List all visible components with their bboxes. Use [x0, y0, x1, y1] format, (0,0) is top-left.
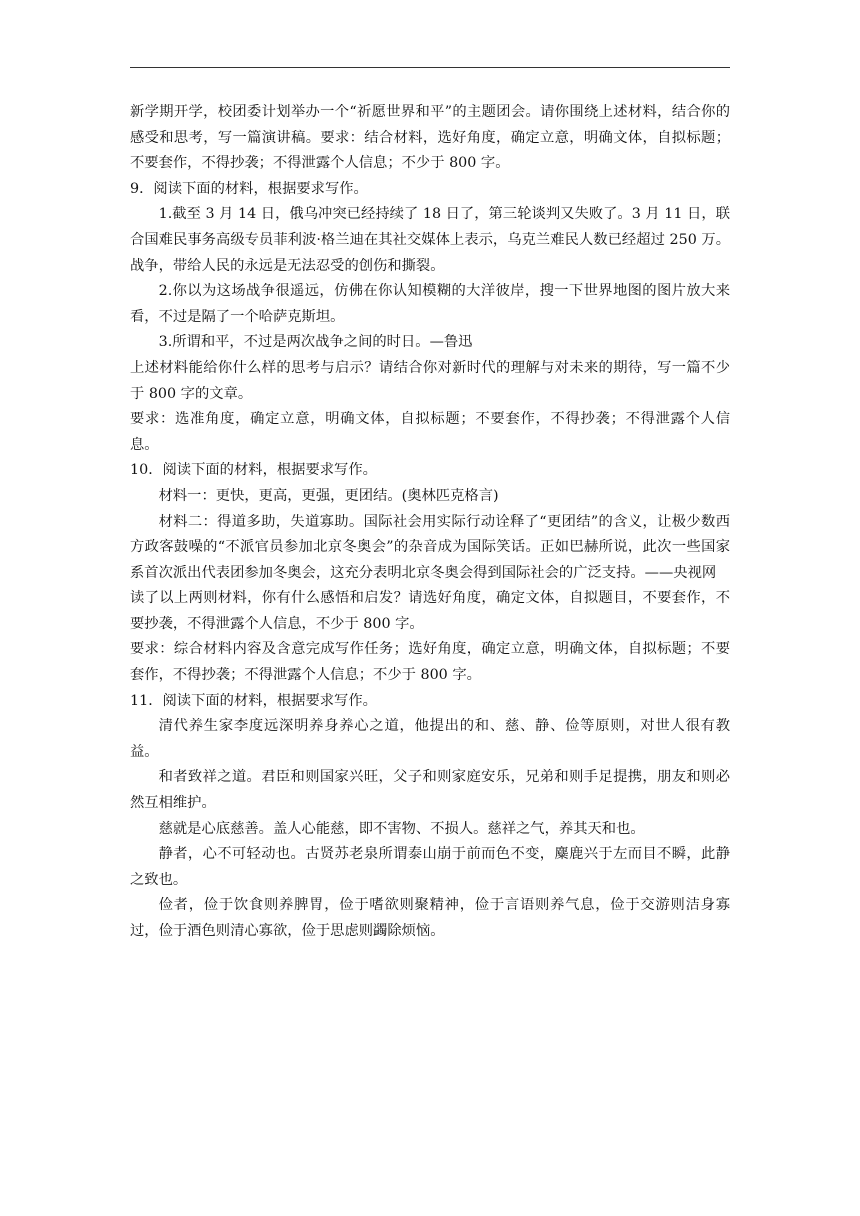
- question-10-label: 10．阅读下面的材料，根据要求写作。: [130, 462, 377, 479]
- question-9-label: 9．阅读下面的材料，根据要求写作。: [130, 180, 368, 197]
- header-rule: [130, 67, 730, 68]
- question-11-material-4: 静者，心不可轻动也。古贤苏老泉所谓泰山崩于前而色不变，麋鹿兴于左而目不瞬，此静之致也。: [130, 846, 730, 888]
- question-9-material-2: 2.你以为这场战争很遥远，仿佛在你认知模糊的大洋彼岸，搜一下世界地图的图片放大来看，不过是隔了一个哈萨克斯坦。: [130, 283, 730, 325]
- question-9-material-3: 3.所谓和平，不过是两次战争之间的时日。—鲁迅: [158, 334, 473, 351]
- question-10-material-2: 材料二：得道多助，失道寡助。国际社会用实际行动诠释了“更团结”的含义，让极少数西方政客鼓噪的“不派官员参加北京冬奥会”的杂音成为国际笑话。正如巴赫所说，此次一些国家系首次派出代表团参加冬奥会，这充分表明北京冬奥会得到国际社会的广泛支持。——央视网: [130, 513, 730, 581]
- question-11-material-2: 和者致祥之道。君臣和则国家兴旺，父子和则家庭安乐，兄弟和则手足提携，朋友和则必然互相维护。: [130, 769, 730, 812]
- question-9-requirement: 要求：选准角度，确定立意，明确文体，自拟标题；不要套作，不得抄袭；不得泄露个人信息。: [130, 411, 730, 453]
- question-9-prompt: 上述材料能给你什么样的思考与启示？请结合你对新时代的理解与对未来的期待，写一篇不少于 800 字的文章。: [130, 359, 730, 402]
- question-11-material-3: 慈就是心底慈善。盖人心能慈，即不害物、不损人。慈祥之气，养其天和也。: [158, 820, 645, 837]
- document-body: [130, 100, 730, 945]
- question-11-material-5: 俭者，俭于饮食则养脾胃，俭于嗜欲则聚精神，俭于言语则养气息，俭于交游则洁身寡过，俭于酒色则清心寡欲，俭于思虑则蠲除烦恼。: [130, 897, 730, 939]
- intro-paragraph: 新学期开学，校团委计划举办一个“祈愿世界和平”的主题团会。请你围绕上述材料，结合你的感受和思考，写一篇演讲稿。要求：结合材料，选好角度，确定立意，明确文体，自拟标题；不要套作，不得抄袭；不得泄露个人信息；不少于 800 字。: [130, 104, 730, 172]
- question-10-requirement: 要求：综合材料内容及含意完成写作任务；选好角度，确定立意，明确文体，自拟标题；不要套作，不得抄袭；不得泄露个人信息；不少于 800 字。: [130, 641, 730, 684]
- question-9-material-1: 1.截至 3 月 14 日，俄乌冲突已经持续了 18 日了，第三轮谈判又失败了。3 月 11 日，联合国难民事务高级专员菲利波·格兰迪在其社交媒体上表示，乌克兰难民人数已经超过 250 万。战争，带给人民的永远是无法忍受的创伤和撕裂。: [130, 206, 730, 274]
- question-10-material-1: 材料一：更快，更高，更强，更团结。(奥林匹克格言): [158, 487, 499, 504]
- question-11-material-1: 清代养生家李度远深明养身养心之道，他提出的和、慈、静、俭等原则，对世人很有教益。: [130, 718, 730, 760]
- question-11-label: 11．阅读下面的材料，根据要求写作。: [130, 692, 377, 709]
- question-10-prompt: 读了以上两则材料，你有什么感悟和启发？请选好角度，确定文体，自拟题目，不要套作，不要抄袭，不得泄露个人信息，不少于 800 字。: [130, 590, 730, 632]
